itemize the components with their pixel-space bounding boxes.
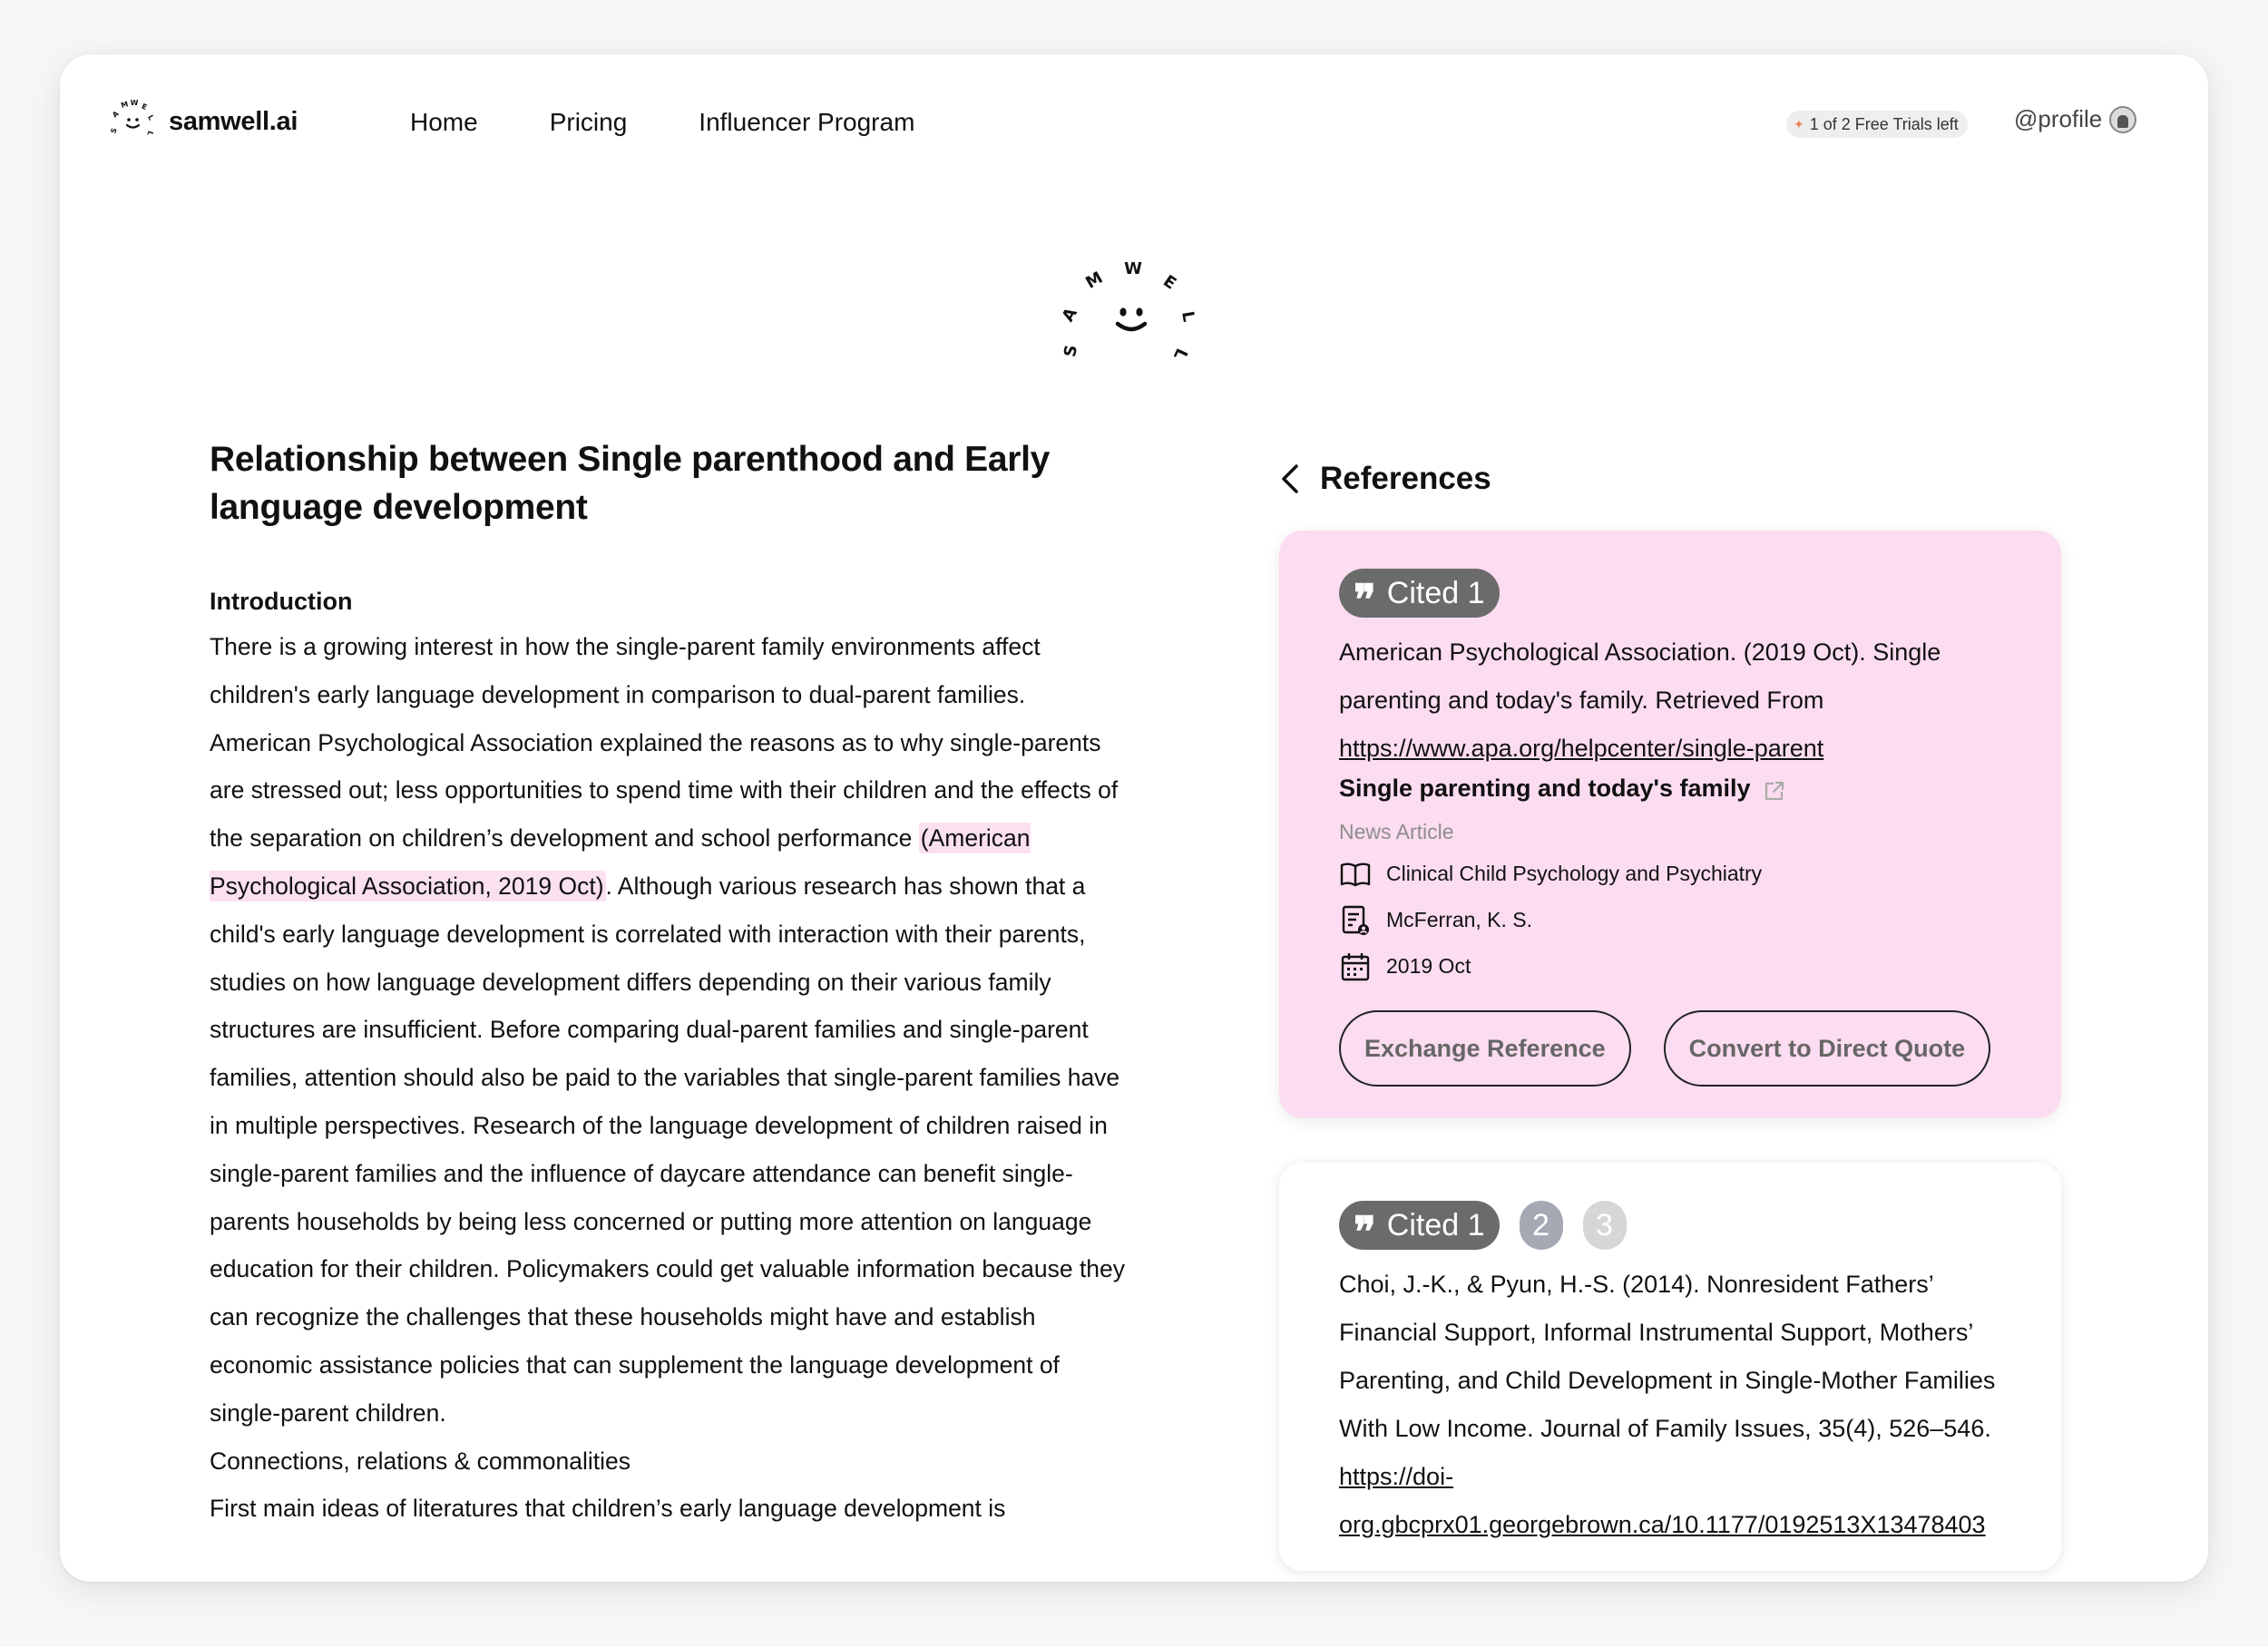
svg-text:L: L	[145, 113, 156, 122]
in-text-citation[interactable]: (American Psychological Association, 2019 Oct)	[210, 824, 1031, 900]
top-nav	[60, 54, 2208, 190]
reference-title: Single parenting and today's family	[1339, 774, 1751, 802]
svg-text:M: M	[120, 100, 130, 110]
references-title: References	[1320, 461, 1491, 496]
nav-links	[410, 54, 986, 190]
reference-title-row	[1339, 773, 2001, 804]
sparkle-icon: ✦	[1794, 116, 1804, 132]
publish-date: 2019 Oct	[1386, 954, 1471, 978]
exchange-reference-button[interactable]: Exchange Reference	[1339, 1010, 1631, 1087]
svg-text:E: E	[140, 102, 149, 112]
intro-text-before: There is a growing interest in how the single-parent family environments affect children's early language development in comparison to dual-parent families. American Psychological Association explained the reasons as to why single-parents are stressed out; less opportunities to spend time with their children and the effects of the separation on children’s development and school performance	[210, 633, 1119, 853]
convert-direct-quote-button[interactable]: Convert to Direct Quote	[1664, 1010, 1991, 1087]
svg-text:W: W	[130, 99, 139, 107]
intro-paragraph[interactable]	[210, 623, 1126, 1437]
citation-text: American Psychological Association. (2019 Oct). Single parenting and today's family. Retrieved From	[1339, 638, 1941, 714]
author-icon	[1339, 904, 1372, 937]
section-heading: Connections, relations & commonalities	[210, 1447, 631, 1475]
nav-home[interactable]: Home	[410, 108, 478, 136]
reference-type: News Article	[1339, 820, 1454, 843]
svg-text:A: A	[111, 109, 121, 120]
references-header	[1278, 461, 1491, 497]
brand-name: samwell.ai	[169, 106, 298, 136]
date-row	[1339, 950, 2001, 983]
reference-citation	[1339, 629, 2001, 773]
quote-icon: ❞	[1354, 575, 1376, 624]
svg-text:S: S	[109, 126, 119, 135]
article	[210, 435, 1126, 1533]
intro-heading: Introduction	[210, 588, 353, 615]
journal-name: Clinical Child Psychology and Psychiatry	[1386, 862, 1763, 885]
svg-text:A: A	[1058, 304, 1081, 326]
profile-label: @profile	[2014, 105, 2103, 132]
calendar-icon	[1339, 950, 1372, 983]
center-logo-icon	[1056, 247, 1201, 383]
brand[interactable]	[107, 96, 298, 147]
nav-influencer-program[interactable]: Influencer Program	[699, 108, 915, 136]
cited-badge[interactable]	[1339, 1201, 1500, 1256]
cited-label: Cited 1	[1386, 575, 1485, 610]
reference-link[interactable]: https://doi-org.gbcprx01.georgebrown.ca/10.1177/0192513X13478403	[1339, 1463, 1986, 1538]
free-trials-text: 1 of 2 Free Trials left	[1809, 114, 1959, 133]
external-link-icon[interactable]	[1762, 778, 1787, 804]
badge-row	[1339, 1201, 2001, 1256]
next-paragraph[interactable]: First main ideas of literatures that children’s early language development is	[210, 1495, 1006, 1523]
profile-menu[interactable]	[2014, 105, 2136, 133]
reference-link[interactable]: https://www.apa.org/helpcenter/single-parent	[1339, 735, 1824, 762]
svg-text:L: L	[1178, 309, 1198, 324]
nav-pricing[interactable]: Pricing	[549, 108, 628, 136]
quote-icon: ❞	[1354, 1207, 1376, 1256]
app-window	[60, 54, 2208, 1582]
author-name: McFerran, K. S.	[1386, 908, 1533, 931]
cited-label: Cited 1	[1386, 1207, 1485, 1243]
reference-citation	[1339, 1261, 2001, 1549]
reference-card[interactable]	[1279, 531, 2061, 1118]
card-actions	[1339, 1010, 2001, 1087]
article-title: Relationship between Single parenthood and Early language development	[210, 440, 1051, 527]
svg-text:W: W	[1124, 259, 1142, 278]
citation-number-3[interactable]: 3	[1583, 1201, 1627, 1250]
chevron-left-icon[interactable]	[1278, 463, 1304, 495]
svg-text:S: S	[1061, 343, 1082, 359]
free-trials-badge	[1786, 111, 1968, 138]
svg-text:M: M	[1082, 268, 1107, 293]
intro-text-after: . Although various research has shown that a child's early language development is correlated with interaction with their parents, studies on how language development differs depending on their various family structures are insufficient. Before comparing dual-parent families and single-parent families, attention should also be paid to the variables that single-parent families have in multiple perspectives. Research of the language development of children raised in single-parent families and the influence of daycare attendance can benefit single-parents households by being less concerned or putting more attention on language education for their children. Policymakers could get valuable information because they can recognize the challenges that these households might have and establish economic assistance policies that can supplement the language development of single-parent children.	[210, 872, 1126, 1427]
reference-card[interactable]	[1279, 1163, 2061, 1571]
author-row	[1339, 903, 2001, 937]
badge-row	[1339, 569, 2001, 624]
journal-row	[1339, 857, 2001, 891]
svg-text:E: E	[1159, 271, 1180, 294]
svg-text:L: L	[145, 129, 155, 137]
citation-text: Choi, J.-K., & Pyun, H.-S. (2014). Nonresident Fathers’ Financial Support, Informal Instrumental Support, Mothers’ Parenting, and Child Development in Single-Mother Families With Low Income. Journal of Family Issues, 35(4), 526–546.	[1339, 1271, 1996, 1442]
book-icon	[1339, 858, 1372, 891]
avatar-icon	[2109, 106, 2136, 133]
cited-badge[interactable]	[1339, 569, 1500, 624]
citation-number-2[interactable]: 2	[1520, 1201, 1563, 1250]
svg-text:L: L	[1169, 345, 1191, 363]
brand-logo-icon	[107, 96, 158, 147]
